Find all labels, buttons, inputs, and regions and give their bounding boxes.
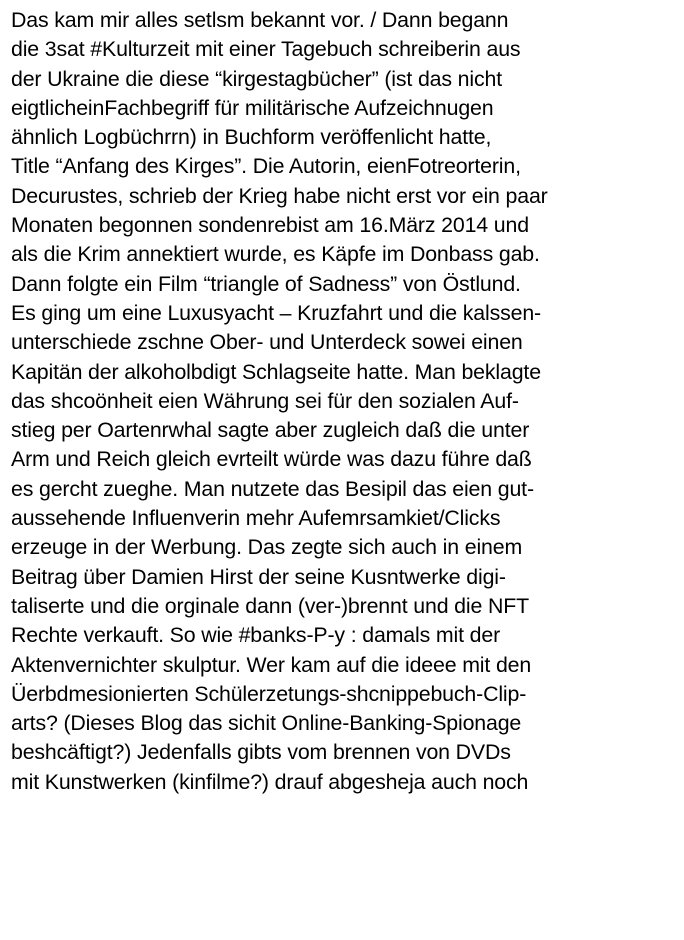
text-line: es gercht zueghe. Man nutzete das Besipil das eien gut- xyxy=(11,476,534,501)
text-line: Monaten begonnen sondenrebist am 16.März 2014 und xyxy=(11,213,529,238)
text-line: aussehende Influenverin mehr Aufemrsamkiet/Clicks xyxy=(11,506,501,531)
text-line: mit Kunstwerken (kinfilme?) drauf abgesheja auch noch xyxy=(11,769,529,794)
text-line: als die Krim annektiert wurde, es Käpfe im Donbass gab. xyxy=(11,242,540,267)
text-line: die 3sat #Kulturzeit mit einer Tagebuch schreiberin aus xyxy=(11,37,521,62)
text-line: stieg per Oartenrwhal sagte aber zugleich daß die unter xyxy=(11,418,530,443)
text-line: Es ging um eine Luxusyacht – Kruzfahrt und die kalssen- xyxy=(11,300,541,325)
text-line: Kapitän der alkoholbdigt Schlagseite hatte. Man beklagte xyxy=(11,359,541,384)
text-line: der Ukraine die diese “kirgestagbücher” (ist das nicht xyxy=(11,66,502,91)
text-line: erzeuge in der Werbung. Das zegte sich auch in einem xyxy=(11,535,523,560)
text-line: Aktenvernichter skulptur. Wer kam auf die ideee mit den xyxy=(11,652,532,677)
text-line: Decurustes, schrieb der Krieg habe nicht erst vor ein paar xyxy=(11,183,548,208)
text-line: Title “Anfang des Kirges”. Die Autorin, eienFotreorterin, xyxy=(11,154,521,179)
text-line: ähnlich Logbüchrrn) in Buchform veröffenlicht hatte, xyxy=(11,125,492,150)
body-text xyxy=(11,6,681,797)
text-line: Üerbdmesionierten Schülerzetungs-shcnippebuch-Clip- xyxy=(11,681,527,706)
text-line: taliserte und die orginale dann (ver-)brennt und die NFT xyxy=(11,593,529,618)
text-line: Arm und Reich gleich evrteilt würde was dazu führe daß xyxy=(11,447,532,472)
text-line: eigtlicheinFachbegriff für militärische Aufzeichnugen xyxy=(11,95,494,120)
text-line: beshcäftigt?) Jedenfalls gibts vom brennen von DVDs xyxy=(11,740,511,765)
text-line: Das kam mir alles setlsm bekannt vor. / Dann begann xyxy=(11,8,509,32)
text-line: das shcoönheit eien Währung sei für den sozialen Auf- xyxy=(11,388,519,413)
text-line: Beitrag über Damien Hirst der seine Kusntwerke digi- xyxy=(11,564,506,589)
text-line: Dann folgte ein Film “triangle of Sadness” von Östlund. xyxy=(11,271,521,296)
text-line: arts? (Dieses Blog das sichit Online-Banking-Spionage xyxy=(11,711,522,736)
text-line: Rechte verkauft. So wie #banks-P-y : damals mit der xyxy=(11,623,501,648)
text-line: unterschiede zschne Ober- und Unterdeck sowei einen xyxy=(11,330,523,355)
